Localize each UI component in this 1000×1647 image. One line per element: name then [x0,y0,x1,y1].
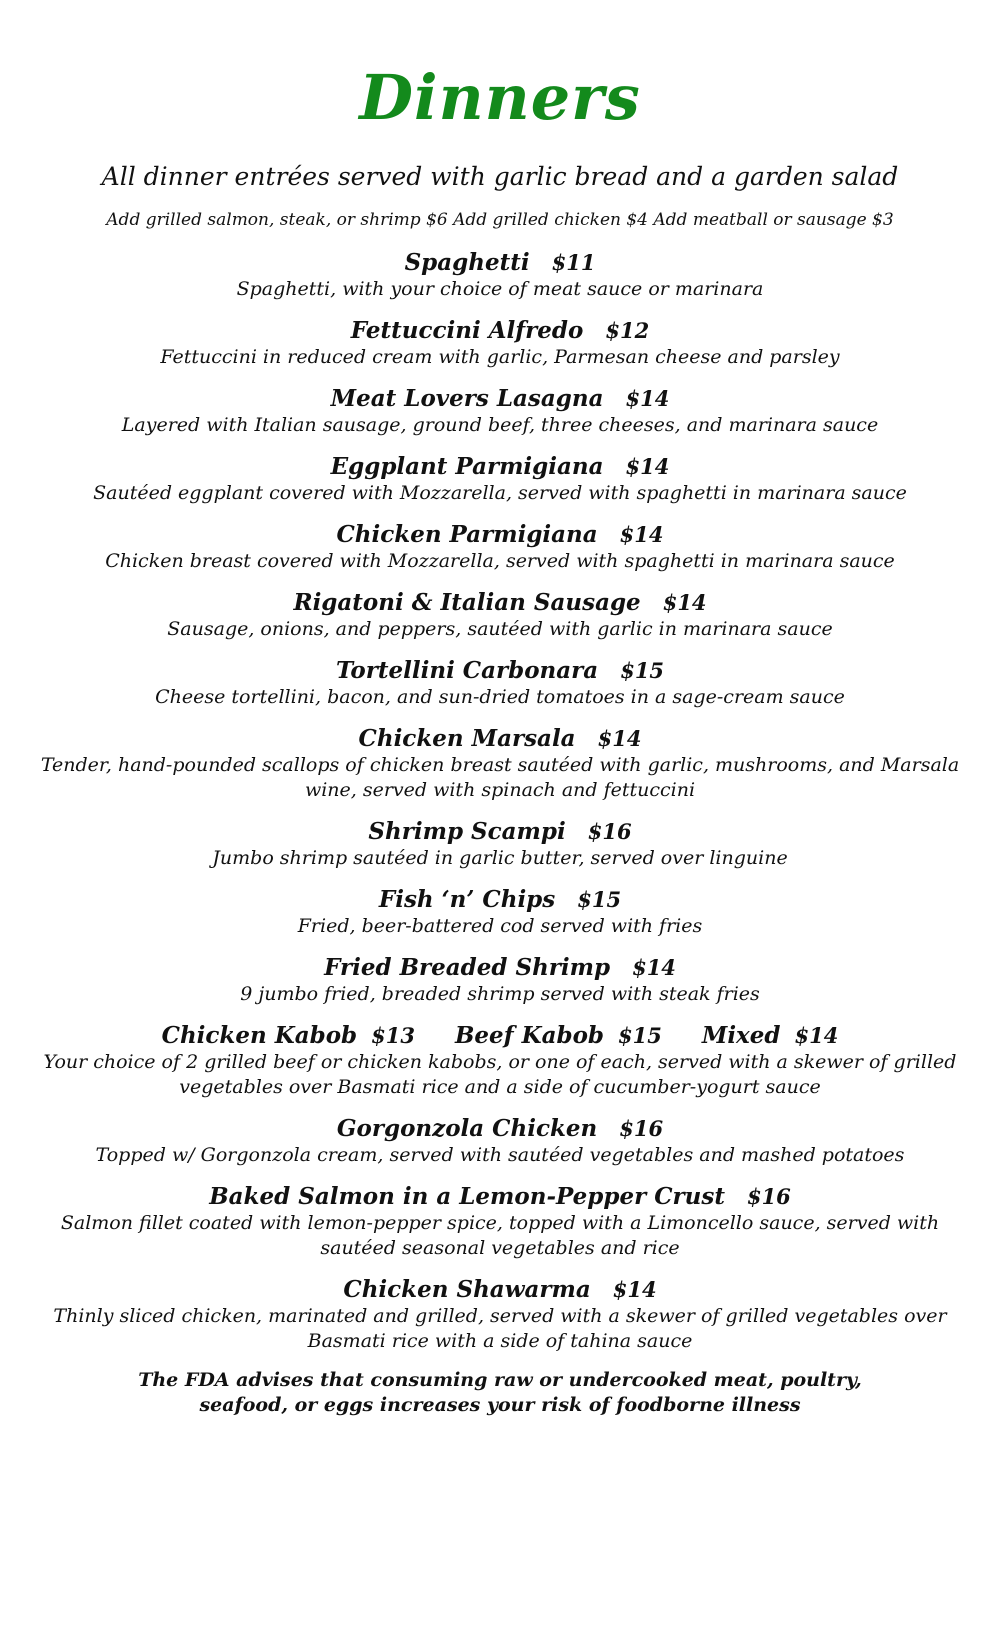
menu-item [0,452,1000,506]
menu-item [0,384,1000,438]
menu-item-description: Sausage, onions, and peppers, sautéed with garlic in marinara sauce [167,618,833,640]
menu-item-heading [0,724,1000,753]
menu-item [0,1275,1000,1354]
menu-item-heading [0,656,1000,685]
menu-item-price: $11 [551,250,596,275]
menu-item [0,724,1000,803]
menu-item-heading [0,248,1000,277]
menu-item-heading [0,1182,1000,1211]
menu-item-heading [0,885,1000,914]
menu-item-name: Baked Salmon in a Lemon-Pepper Crust [209,1183,725,1210]
menu-item-description: Topped w/ Gorgonzola cream, served with sautéed vegetables and mashed potatoes [95,1144,905,1166]
kabob-chicken-price: $13 [371,1023,415,1048]
kabob-chicken-name: Chicken Kabob [161,1022,358,1049]
menu-item-name: Gorgonzola Chicken [336,1115,598,1142]
kabob-beef-price: $15 [618,1023,662,1048]
menu-item-description: Tender, hand-pounded scallops of chicken breast sautéed with garlic, mushrooms, and Marsala wine, served with spinach and fettuccini [40,754,960,801]
menu-item [0,656,1000,710]
menu-subtitle: All dinner entrées served with garlic bread and a garden salad [101,162,899,191]
menu-item [0,588,1000,642]
menu-item-price: $14 [619,522,664,547]
menu-item-price: $14 [662,590,707,615]
menu-item [0,1114,1000,1168]
kabob-item [0,1021,1000,1100]
menu-item [0,885,1000,939]
menu-item-description: Fried, beer-battered cod served with fries [297,915,703,937]
fda-notice: The FDA advises that consuming raw or undercooked meat, poultry, seafood, or eggs increases your risk of foodborne illness [138,1369,862,1416]
menu-item [0,316,1000,370]
menu-item-price: $16 [587,819,632,844]
menu-item-name: Shrimp Scampi [368,818,566,845]
kabob-mixed-name: Mixed [701,1022,781,1049]
menu-item-price: $16 [619,1116,664,1141]
kabob-mixed-price: $14 [794,1023,839,1048]
kabob-description: Your choice of 2 grilled beef or chicken kabobs, or one of each, served with a skewer of grilled vegetables over Basmati rice and a side of cucumber-yogurt sauce [43,1051,957,1098]
menu-item-price: $14 [625,454,670,479]
menu-item-heading [0,384,1000,413]
menu-item-description: Layered with Italian sausage, ground beef, three cheeses, and marinara sauce [121,414,879,436]
menu-item-heading [0,316,1000,345]
menu-item-heading [0,817,1000,846]
menu-item-description: Spaghetti, with your choice of meat sauce or marinara [236,278,764,300]
menu-item [0,520,1000,574]
menu-item-heading [0,953,1000,982]
menu-title: Dinners [359,61,641,134]
menu-item-name: Spaghetti [404,249,530,276]
menu-item-name: Chicken Shawarma [343,1276,591,1303]
menu-item-name: Fish ‘n’ Chips [378,886,556,913]
menu-item-description: Sautéed eggplant covered with Mozzarella, served with spaghetti in marinara sauce [93,482,907,504]
menu-item-price: $16 [746,1184,791,1209]
kabob-option-chicken [162,1021,415,1050]
menu-item-description: 9 jumbo fried, breaded shrimp served with steak fries [240,983,760,1005]
menu-item-price: $14 [612,1277,657,1302]
kabob-heading [0,1021,1000,1050]
menu-item-name: Rigatoni & Italian Sausage [293,589,641,616]
menu-item [0,953,1000,1007]
menu-item-price: $14 [625,386,670,411]
menu-item-heading [0,1275,1000,1304]
menu-item-price: $14 [632,955,676,980]
kabob-option-beef [455,1021,662,1050]
menu-item-heading [0,588,1000,617]
menu-item-description: Cheese tortellini, bacon, and sun-dried tomatoes in a sage-cream sauce [155,686,845,708]
menu-item-price: $14 [597,726,642,751]
menu-item-price: $15 [620,658,665,683]
menu-item [0,248,1000,302]
menu-item-description: Chicken breast covered with Mozzarella, served with spaghetti in marinara sauce [105,550,895,572]
menu-item-name: Fettuccini Alfredo [350,317,584,344]
menu-item-description: Fettuccini in reduced cream with garlic, Parmesan cheese and parsley [160,346,840,368]
menu-item-name: Chicken Parmigiana [336,521,598,548]
kabob-beef-name: Beef Kabob [454,1022,604,1049]
kabob-option-mixed [702,1021,838,1050]
menu-item-heading [0,520,1000,549]
menu-item-heading [0,452,1000,481]
menu-item-name: Fried Breaded Shrimp [324,954,611,981]
menu-item-name: Tortellini Carbonara [335,657,599,684]
menu-item [0,1182,1000,1261]
menu-item [0,817,1000,871]
menu-item-name: Eggplant Parmigiana [330,453,604,480]
menu-item-heading [0,1114,1000,1143]
menu-item-price: $12 [605,318,650,343]
menu-items [0,248,1000,1354]
menu-item-name: Meat Lovers Lasagna [330,385,604,412]
menu-item-price: $15 [577,887,622,912]
menu-item-description: Jumbo shrimp sautéed in garlic butter, served over linguine [212,847,788,869]
menu-item-name: Chicken Marsala [358,725,576,752]
add-ons-line: Add grilled salmon, steak, or shrimp $6 Add grilled chicken $4 Add meatball or sausage $3 [106,210,894,230]
menu-item-description: Salmon fillet coated with lemon-pepper spice, topped with a Limoncello sauce, served with sautéed seasonal vegetables and rice [60,1212,940,1259]
menu-item-description: Thinly sliced chicken, marinated and grilled, served with a skewer of grilled vegetables over Basmati rice with a side of tahina sauce [53,1305,947,1352]
